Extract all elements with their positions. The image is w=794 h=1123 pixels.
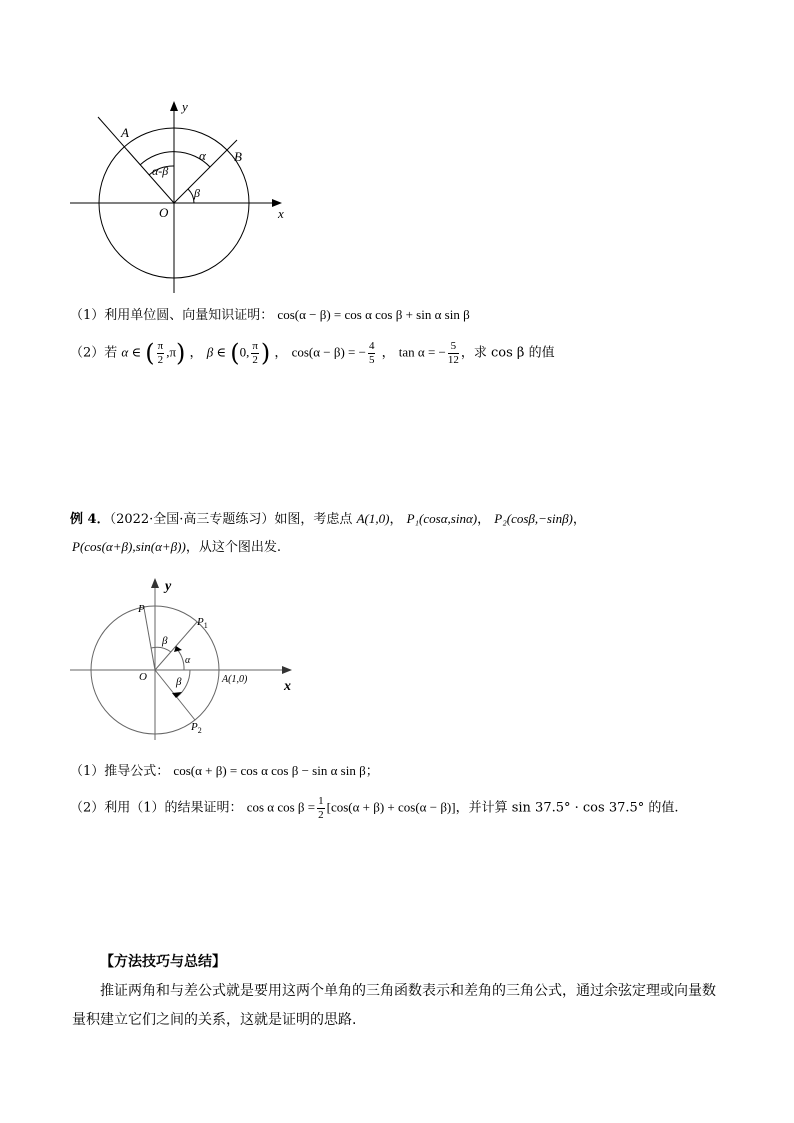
example-4-tail: ，从这个图出发. xyxy=(185,540,281,555)
denominator-5: 5 xyxy=(368,353,375,366)
summary-paragraph-line-2: 量积建立它们之间的关系，这就是证明的思路. xyxy=(72,1012,357,1028)
x-label: x xyxy=(278,206,284,221)
y-axis-arrow xyxy=(170,101,178,111)
two-denominator-b: 2 xyxy=(252,353,258,366)
one-half xyxy=(317,795,325,821)
ray-OP xyxy=(144,608,155,670)
pi-numerator: π xyxy=(157,340,164,352)
numerator-4: 4 xyxy=(368,340,375,352)
unit-circle-figure-2 xyxy=(60,572,310,742)
sep-a: ， xyxy=(389,512,403,527)
point-A-label-2: A(1,0) xyxy=(222,674,248,685)
four-fifths xyxy=(368,340,376,366)
e4q2-prefix: （2）利用（1）的结果证明： xyxy=(70,800,243,816)
example-4-line-2 xyxy=(72,540,281,554)
alpha-label-2: α xyxy=(185,655,191,666)
summary-paragraph-line-1: 推证两角和与差公式就是要用这两个单角的三角函数表示和差角的三角公式，通过余弦定理或向量数 xyxy=(100,983,716,999)
y-axis-arrow-2 xyxy=(151,578,159,588)
origin-label-2: O xyxy=(139,671,147,683)
denominator-2: 2 xyxy=(318,808,324,821)
alpha-minus-beta-label: α-β xyxy=(152,164,169,178)
q1-formula: cos(α − β) = cos α cos β + sin α sin β xyxy=(277,307,470,322)
unit-circle-figure-1 xyxy=(60,95,300,300)
q2-alpha-in: α ∈ xyxy=(121,344,142,360)
pi-numerator-b: π xyxy=(252,340,258,352)
alpha-label: α xyxy=(199,148,206,163)
example-4-question-1 xyxy=(70,764,379,778)
e4q1-end: ； xyxy=(365,764,379,779)
summary-heading: 【方法技巧与总结】 xyxy=(100,954,226,970)
example-4-line-1 xyxy=(70,512,586,526)
point-P1: P₁(cosα,sinα) xyxy=(406,511,478,526)
beta-label: β xyxy=(194,186,200,200)
x-label-2: x xyxy=(284,679,291,694)
paren-close: ) xyxy=(176,339,186,368)
origin-label: O xyxy=(159,205,169,220)
question-1 xyxy=(70,308,470,322)
denominator-12: 12 xyxy=(447,353,459,366)
paren-close-2: ) xyxy=(260,339,271,368)
point-P2-label: $P_2$ xyxy=(191,721,202,735)
q2-prefix: （2）若 xyxy=(70,345,118,361)
numerator-1: 1 xyxy=(318,795,324,807)
y-label: y xyxy=(182,99,188,114)
q2-beta-in: β ∈ xyxy=(206,344,227,360)
point-P: P(cos(α+β),sin(α+β)) xyxy=(72,539,186,554)
example-4-question-2 xyxy=(70,795,679,821)
q2-pi-over-2 xyxy=(157,340,165,366)
comma-pi: ,π xyxy=(166,344,177,360)
paren-open: ( xyxy=(145,339,155,368)
two-denominator: 2 xyxy=(157,353,164,366)
numerator-5: 5 xyxy=(448,340,459,354)
sep-b: ， xyxy=(477,512,491,527)
beta-top-label: β xyxy=(162,635,168,647)
example-4-source: （2022·全国·高三专题练习）如图，考虑点 xyxy=(109,512,353,527)
point-A-label: A xyxy=(121,125,129,140)
tan-expression: tan α = − xyxy=(398,344,446,360)
sep-3: ， xyxy=(381,345,395,361)
arc-beta-top xyxy=(151,647,171,652)
q2-tail: ，求 cos β 的值 xyxy=(460,345,555,361)
point-A: A(1,0) xyxy=(356,511,390,526)
point-P-label: P xyxy=(138,603,145,615)
example-4-title: 例 4． xyxy=(70,512,110,527)
e4q1-prefix: （1）推导公式： xyxy=(70,764,170,779)
e4q2-mid: ，并计算 sin 37.5° · cos 37.5° 的值. xyxy=(455,800,679,816)
sep-2: ， xyxy=(274,345,288,361)
point-P1-label: $P_1$ xyxy=(197,616,208,630)
beta-bottom-label: β xyxy=(176,676,182,688)
e4q1-formula: cos(α + β) = cos α cos β − sin α sin β xyxy=(173,763,366,778)
sep-c: ， xyxy=(572,512,586,527)
zero-comma: 0, xyxy=(239,344,250,360)
paren-open-2: ( xyxy=(230,339,240,368)
e4q2-rhs: [cos(α + β) + cos(α − β)] xyxy=(326,799,456,815)
point-P2: P₂(cosβ,−sinβ) xyxy=(494,511,573,526)
point-B-label: B xyxy=(234,149,242,164)
five-twelfths xyxy=(448,340,459,366)
q1-prefix: （1）利用单位圆、向量知识证明： xyxy=(70,308,274,323)
cos-expression: cos(α − β) = − xyxy=(291,344,366,360)
sep-1: ， xyxy=(189,345,203,361)
ray-OA xyxy=(98,117,174,203)
y-label-2: y xyxy=(165,579,172,594)
e4q2-lhs: cos α cos β = xyxy=(246,799,316,815)
question-2 xyxy=(70,340,555,366)
x-axis-arrow-2 xyxy=(282,666,292,674)
q2-pi-over-2-b xyxy=(251,340,259,366)
